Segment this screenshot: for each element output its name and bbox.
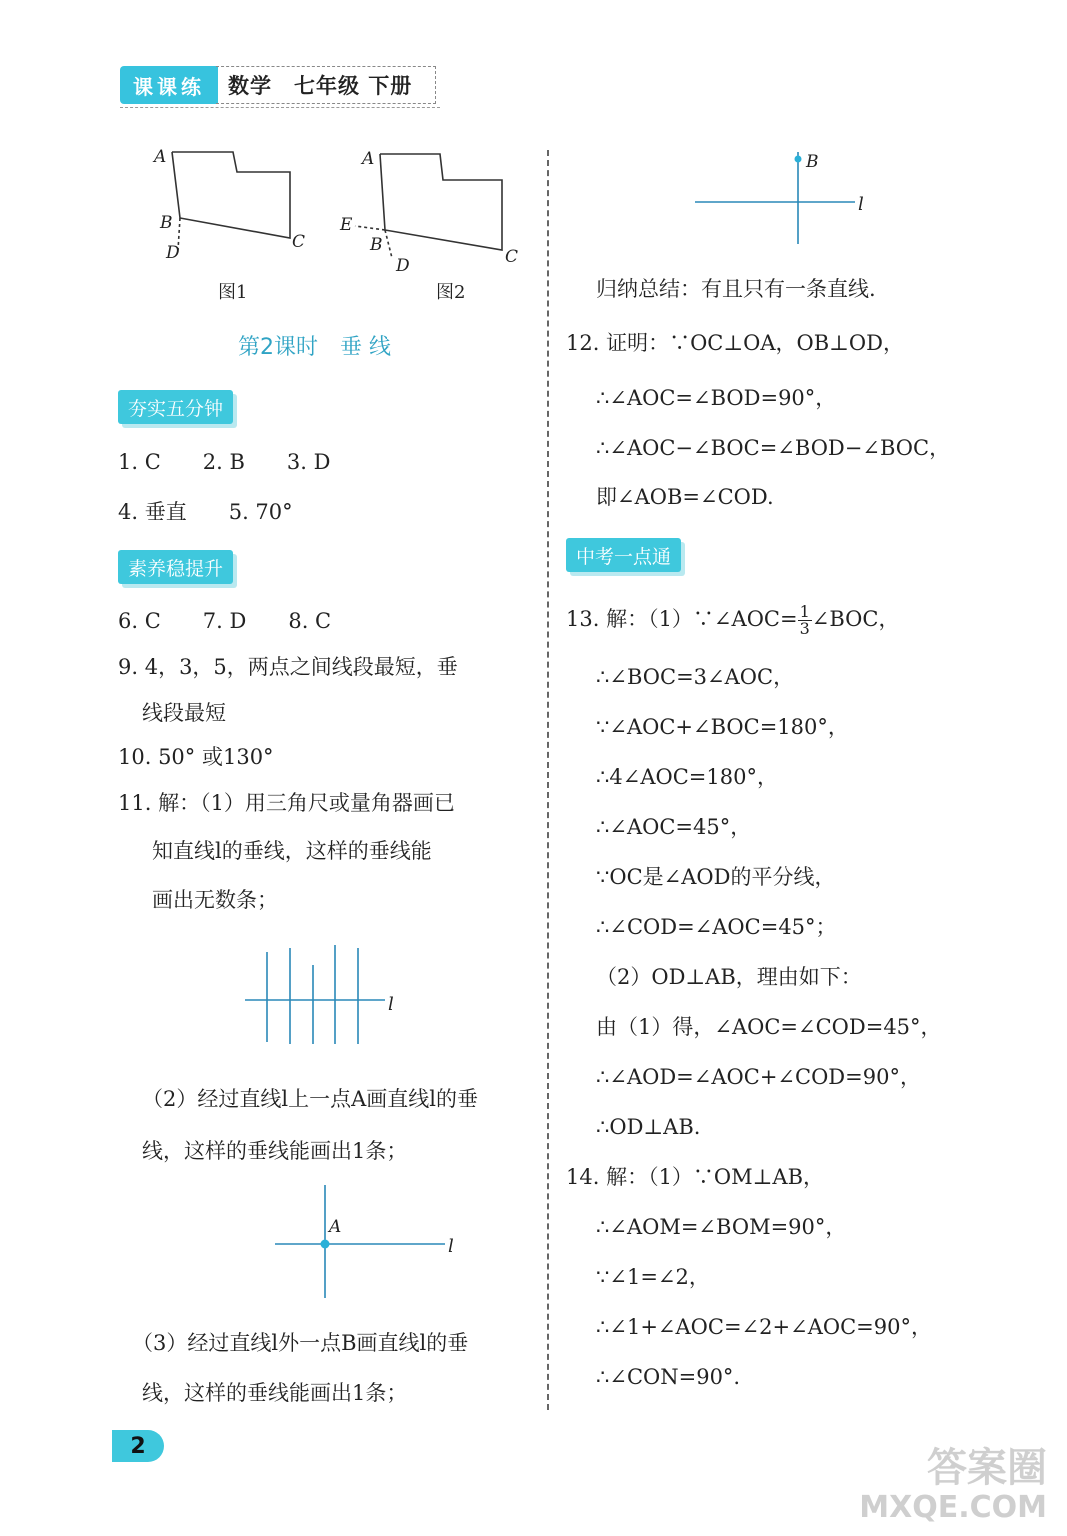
answer-line: ∴∠AOD=∠AOC+∠COD=90°， <box>596 1065 921 1089</box>
answer-line: ∴∠AOC=∠BOD=90°， <box>596 386 837 410</box>
label-A: A <box>329 1217 342 1237</box>
fig2-label-E: E <box>340 215 353 235</box>
figures-1-2 <box>140 140 540 310</box>
answer-line: 4. 垂直 5. 70° <box>118 500 293 524</box>
fig2-label-A: A <box>362 149 375 169</box>
fig1-label-D: D <box>166 243 180 263</box>
answer-line: 知直线l的垂线，这样的垂线能 <box>152 839 432 863</box>
tag-exam: 中考一点通 <box>566 538 681 572</box>
tag-basic: 夯实五分钟 <box>118 390 233 424</box>
answer-line: 线，这样的垂线能画出1条； <box>142 1139 408 1163</box>
answer-line: ∴∠AOC−∠BOC=∠BOD−∠BOC， <box>596 436 951 460</box>
fig2-label-C: C <box>505 247 519 267</box>
answer-line: 14. 解：（1）∵OM⊥AB， <box>566 1165 824 1189</box>
fig2-caption: 图2 <box>436 282 466 303</box>
answer-line: （3）经过直线l外一点B画直线l的垂 <box>132 1331 469 1355</box>
lesson-title: 第2课时 垂 线 <box>238 335 391 360</box>
watermark-logo <box>859 1445 1047 1528</box>
column-divider <box>547 150 549 1410</box>
answer-line: 线段最短 <box>142 701 226 725</box>
label-l: l <box>858 194 864 215</box>
answer-line: 线，这样的垂线能画出1条； <box>142 1381 408 1405</box>
figure-perpendicular-through-A <box>270 1180 470 1300</box>
answer-line: 12. 证明：∵OC⊥OA，OB⊥OD， <box>566 331 904 355</box>
answer-line: ∵OC是∠AOD的平分线， <box>596 865 836 889</box>
fraction-one-third <box>798 604 812 637</box>
point-A-dot <box>321 1240 330 1249</box>
answer-line: ∠BOC， <box>811 607 900 631</box>
answer-line: （2）经过直线l上一点A画直线l的垂 <box>142 1087 478 1111</box>
fig2-polygon <box>380 154 502 250</box>
answer-line: ∴∠AOC=45°， <box>596 815 752 839</box>
fig2-label-D: D <box>396 256 410 276</box>
fig1-caption: 图1 <box>218 282 248 303</box>
figure-many-perpendiculars <box>240 940 410 1050</box>
answer-line: ∴OD⊥AB. <box>596 1115 701 1139</box>
fig2-label-B: B <box>370 235 383 255</box>
answer-line: ∴∠1+∠AOC=∠2+∠AOC=90°， <box>596 1315 932 1339</box>
fig1-polygon <box>172 152 290 238</box>
answer-line: 即∠AOB=∠COD. <box>596 485 774 509</box>
watermark-line1: 答案圈 <box>927 1445 1047 1491</box>
page-number: 2 <box>112 1430 164 1462</box>
answer-line: ∴∠AOM=∠BOM=90°， <box>596 1215 847 1239</box>
tag-improve: 素养稳提升 <box>118 550 233 584</box>
answer-line-13 <box>566 604 899 637</box>
answer-line: （2）OD⊥AB，理由如下： <box>596 965 862 989</box>
fig1-label-A: A <box>154 147 167 167</box>
watermark-line2: MXQE.COM <box>859 1490 1047 1525</box>
answer-line: 6. C 7. D 8. C <box>118 609 332 633</box>
answer-line: 10. 50° 或130° <box>118 745 274 769</box>
fig1-label-C: C <box>292 232 306 252</box>
answer-line: ∵∠AOC+∠BOC=180°， <box>596 715 849 739</box>
label-B: B <box>806 152 819 172</box>
figure-perpendicular-through-B <box>690 142 890 252</box>
point-B-dot <box>795 156 802 163</box>
answer-line: 11. 解：（1）用三角尺或量角器画已 <box>118 791 455 815</box>
answer-line: 画出无数条； <box>152 888 278 912</box>
fig2-dashed-BD <box>385 230 392 258</box>
answer-line: ∴∠CON=90°. <box>596 1365 741 1389</box>
answer-line: 1. C 2. B 3. D <box>118 450 331 474</box>
fig1-label-B: B <box>160 213 173 233</box>
answer-line: 13. 解：（1）∵∠AOC= <box>566 607 798 631</box>
answer-line: ∴∠BOC=3∠AOC， <box>596 665 795 689</box>
answer-line: 9. 4，3，5，两点之间线段最短，垂 <box>118 655 458 679</box>
label-l: l <box>448 1236 454 1257</box>
answer-line: 由（1）得，∠AOC=∠COD=45°， <box>596 1015 942 1039</box>
answer-line: ∵∠1=∠2， <box>596 1265 710 1289</box>
fraction-denominator: 3 <box>799 619 810 638</box>
book-title: 数学 七年级 下册 <box>216 66 436 104</box>
fraction-numerator: 1 <box>799 602 810 621</box>
fig2-dashed-EB <box>355 226 385 230</box>
label-l: l <box>388 994 394 1015</box>
answer-line: ∴4∠AOC=180°， <box>596 765 778 789</box>
header-rule <box>120 107 440 108</box>
brand-badge: 课课练 <box>120 66 218 104</box>
answer-line: ∴∠COD=∠AOC=45°； <box>596 915 837 939</box>
answer-line: 归纳总结：有且只有一条直线. <box>596 277 876 301</box>
